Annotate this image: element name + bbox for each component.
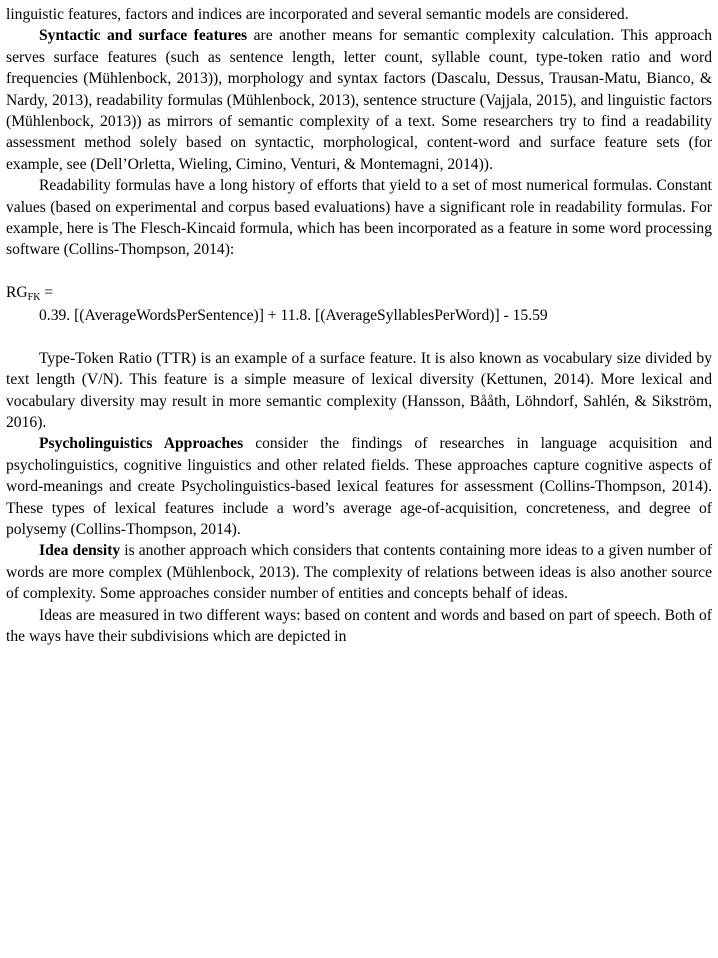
paragraph-idea-density [6,540,712,604]
flesch-kincaid-formula [6,282,712,327]
paragraph-text: are another means for semantic complexity calculation. This approach serves surface features (such as sentence length, letter count, syllable count, type-token ratio and word frequencies (Mühlenbock, 2013)), morphology and syntax factors (Dascalu, Dessus, Trausan-Matu, Bianco, & Nardy, 2013), readability formulas (Mühlenbock, 2013), sentence structure (Vajjala, 2015), and linguistic factors (Mühlenbock, 2013)) as mirrors of semantic complexity of a text. Some researchers try to find a readability assessment method solely based on syntactic, morphological, content-word and surface feature sets (for example, see (Dell’Orletta, Wieling, Cimino, Venturi, & Montemagni, 2014)). [6,27,712,173]
paragraph-intro-continuation: linguistic features, factors and indices are incorporated and several semantic models are considered. [6,6,629,23]
formula-symbol: RG [6,283,28,301]
term-psycholinguistics-approaches: Psycholinguistics Approaches [39,435,244,453]
term-syntactic-surface-features: Syntactic and surface features [39,27,248,45]
paragraph-text: is another approach which considers that contents containing more ideas to a given number of words are more complex (Mühlenbock, 2013). The complexity of relations between ideas is also another source of complexity. Some approaches consider number of entities and concepts behalf of ideas. [6,542,713,603]
formula-subscript: FK [27,291,41,303]
formula-equals: = [40,283,54,301]
paragraph-readability-formulas: Readability formulas have a long history of efforts that yield to a set of most numerical formulas. Constant values (based on experimental and corpus based evaluations) have a significant role in readability formulas. For example, here is The Flesch-Kincaid formula, which has been incorporated as a feature in some word processing software (Collins-Thompson, 2014): [6,177,712,259]
formula-rhs: 0.39. [(AverageWordsPerSentence)] + 11.8. [(AverageSyllablesPerWord)] - 15.59 [39,307,548,325]
paragraph-type-token-ratio: Type-Token Ratio (TTR) is an example of a surface feature. It is also known as vocabulary size divided by text length (V/N). This feature is a simple measure of lexical diversity (Kettunen, 2014). More lexical and vocabulary diversity may result in more semantic complexity (Hansson, Bååth, Löhndorf, Sahlén, & Sikström, 2016). [6,349,712,431]
paragraph-text: consider the findings of researches in language acquisition and psycholinguistics, cognitive linguistics and other related fields. These approaches capture cognitive aspects of word-meanings and create Psycholinguistics-based lexical features for assessment (Collins-Thompson, 2014). These types of lexical features include a word’s average age-of-acquisition, concreteness, and degree of polysemy (Collins-Thompson, 2014). [6,435,712,538]
term-idea-density: Idea density [39,542,121,560]
formula-lhs [6,282,712,305]
paragraph-psycholinguistics [6,433,712,540]
paragraph-syntactic-surface-features [6,25,712,175]
paragraph-idea-measurement: Ideas are measured in two different ways: based on content and words and based on part of speech. Both of the ways have their subdivisions which are depicted in [6,606,712,645]
